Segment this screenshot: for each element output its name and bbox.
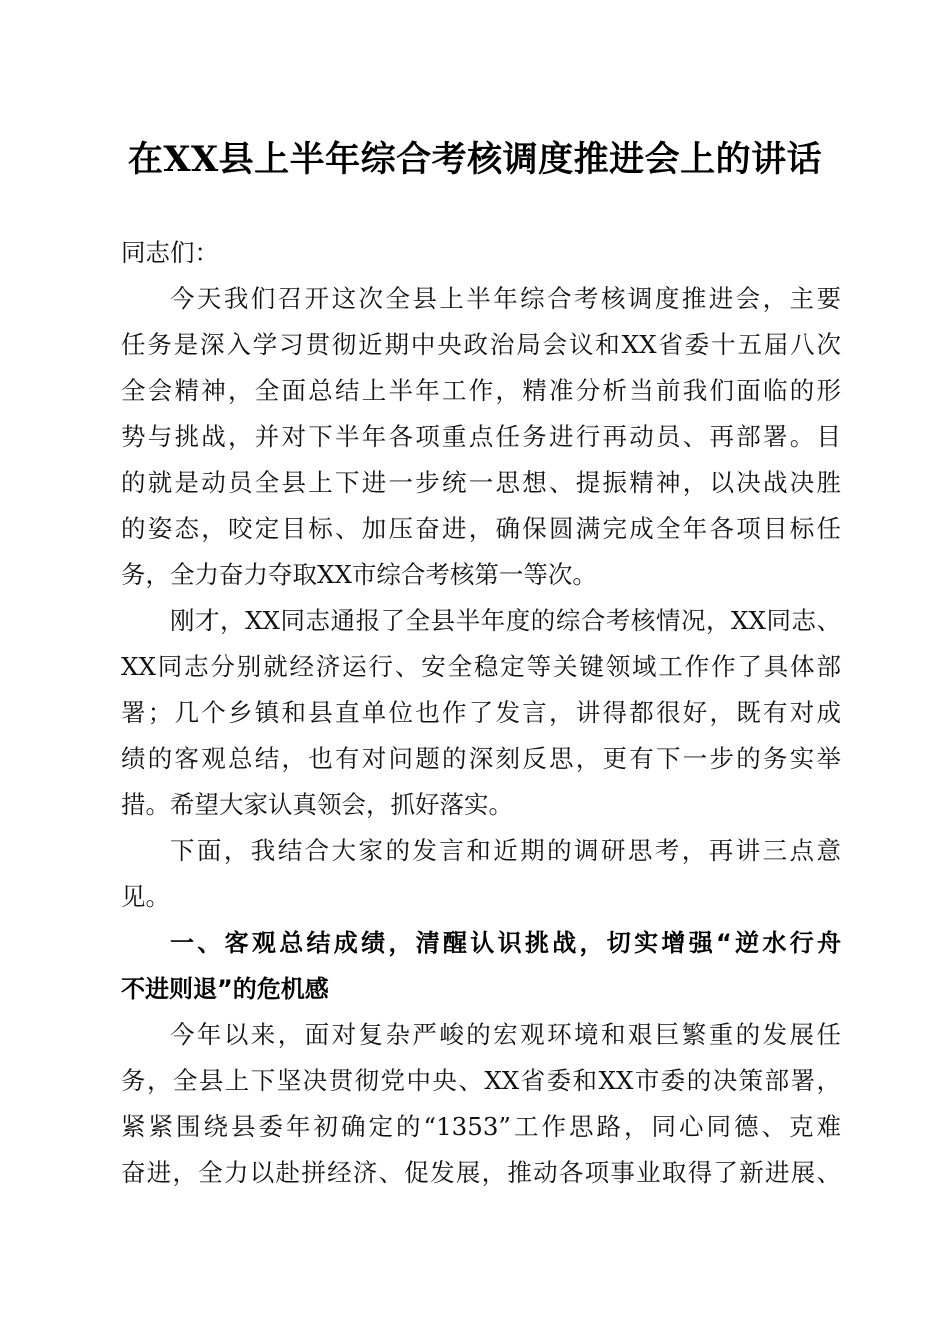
- section-heading: 不进则退”的危机感: [121, 975, 329, 1003]
- paragraph-line: 势与挑战，并对下半年各项重点任务进行再动员、再部署。目: [121, 422, 841, 451]
- paragraph-line: 任务是深入学习贯彻近期中央政治局会议和XX省委十五届八次: [121, 330, 841, 359]
- section-heading: 一、客观总结成绩，清醒认识挑战，切实增强“逆水行舟: [170, 929, 841, 957]
- paragraph-line: 奋进，全力以赴拼经济、促发展，推动各项事业取得了新进展、: [121, 1158, 841, 1187]
- paragraph-line: 今年以来，面对复杂严峻的宏观环境和艰巨繁重的发展任: [170, 1020, 841, 1049]
- paragraph-line: 措。希望大家认真领会，抓好落实。: [121, 790, 513, 819]
- paragraph-line: 务，全力奋力夺取XX市综合考核第一等次。: [121, 560, 597, 589]
- paragraph-line: 刚才，XX同志通报了全县半年度的综合考核情况，XX同志、: [170, 606, 841, 635]
- paragraph-line: XX同志分别就经济运行、安全稳定等关键领域工作作了具体部: [121, 652, 841, 681]
- document-title: 在XX县上半年综合考核调度推进会上的讲话: [127, 139, 823, 180]
- paragraph-line: 绩的客观总结，也有对问题的深刻反思，更有下一步的务实举: [121, 744, 841, 773]
- paragraph-line: 全会精神，全面总结上半年工作，精准分析当前我们面临的形: [121, 376, 841, 405]
- paragraph-line: 紧紧围绕县委年初确定的“1353”工作思路，同心同德、克难: [121, 1112, 841, 1141]
- paragraph-line: 下面，我结合大家的发言和近期的调研思考，再讲三点意: [170, 836, 841, 865]
- salutation: 同志们：: [121, 238, 219, 267]
- paragraph-line: 的姿态，咬定目标、加压奋进，确保圆满完成全年各项目标任: [121, 514, 841, 543]
- paragraph-line: 见。: [121, 882, 170, 911]
- paragraph-line: 务，全县上下坚决贯彻党中央、XX省委和XX市委的决策部署，: [121, 1066, 841, 1095]
- paragraph-line: 署；几个乡镇和县直单位也作了发言，讲得都很好，既有对成: [121, 698, 841, 727]
- paragraph-line: 的就是动员全县上下进一步统一思想、提振精神，以决战决胜: [121, 468, 841, 497]
- paragraph-line: 今天我们召开这次全县上半年综合考核调度推进会，主要: [170, 284, 841, 313]
